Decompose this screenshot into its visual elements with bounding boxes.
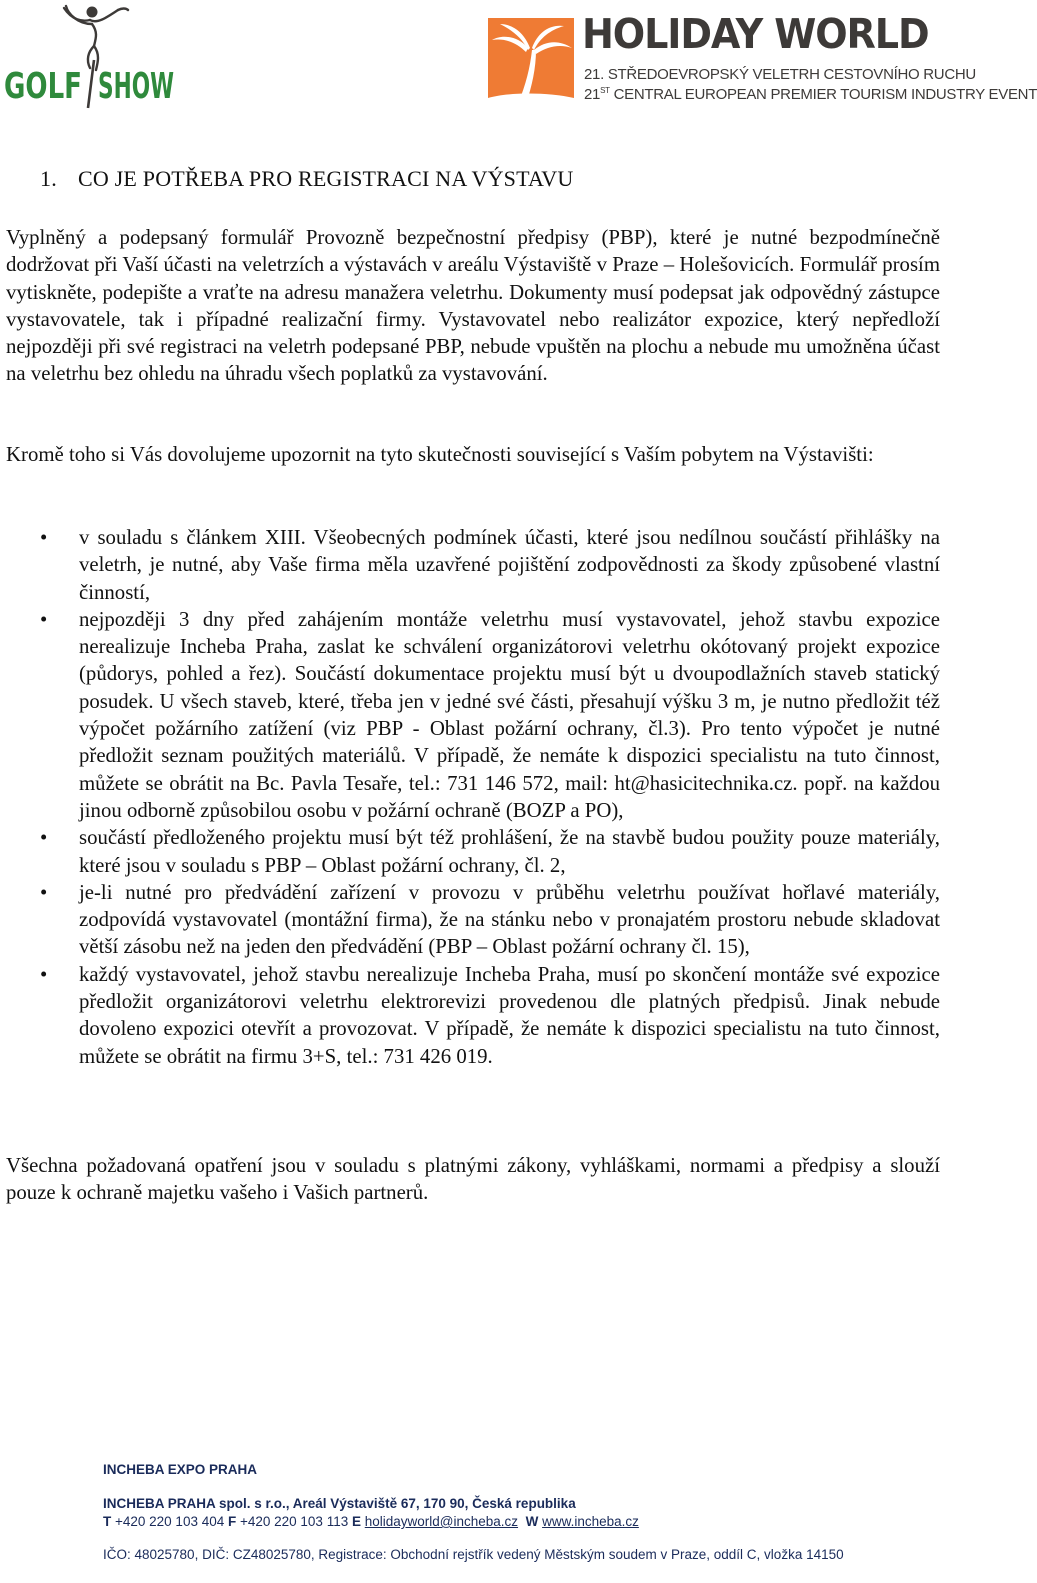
email-link[interactable]: holidayworld@incheba.cz — [364, 1514, 519, 1529]
bullet-icon: • — [40, 826, 48, 850]
registration-paragraph: Vyplněný a podepsaný formulář Provozně bezpečnostní předpisy (PBP), které je nutné bezpodmínečně dodržovat při Vaší účasti na veletrzích a výstavách v areálu Výstaviště v Praze – Holešovicích. Formulář prosím vytiskněte, podepište a vraťte na adresu manažera veletrhu. Dokumenty musí podepsat jak odpovědný zástupce vystavovatele, tak i případné realizační firmy. Vystavovatel nebo realizátor expozice, který nepředloží nejpozději při své registraci na veletrh podepsané PBP, nebude vpuštěn na plochu a nebude mu umožněna účast na veletrhu bez ohledu na úhradu všech poplatků za vystavování. — [6, 226, 940, 386]
golf-show-logo — [2, 2, 178, 112]
holiday-world-logo — [488, 10, 1037, 106]
section-heading — [40, 166, 573, 192]
fax-label: F — [227, 1514, 237, 1529]
list-item: • součástí předloženého projektu musí být též prohlášení, že na stavbě budou použity pouze materiály, které jsou v souladu s PBP – Oblast požární ochrany, čl. 2, — [40, 826, 940, 877]
email-label: E — [351, 1514, 361, 1529]
bullet-icon: • — [40, 526, 48, 549]
footer-registration: IČO: 48025780, DIČ: CZ48025780, Registrace: Obchodní rejstřík vedený Městským soudem v Praze, oddíl C, vložka 14150 — [103, 1547, 844, 1562]
section-number: 1. — [40, 166, 57, 191]
holiday-world-title: HOLIDAY WORLD — [582, 10, 929, 58]
svg-text:SHOW: SHOW — [98, 66, 174, 107]
palm-tree-icon — [488, 18, 574, 104]
notice-paragraph: Kromě toho si Vás dovolujeme upozornit na tyto skutečnosti související s Vaším pobytem na Výstavišti: — [6, 443, 874, 466]
holiday-world-subtitle-cz: 21. STŘEDOEVROPSKÝ VELETRH CESTOVNÍHO RUCHU — [584, 66, 976, 83]
list-item: • nejpozději 3 dny před zahájením montáže veletrhu musí vystavovatel, jehož stavbu expozice nerealizuje Incheba Praha, zaslat ke schválení organizátorovi veletrhu okótovaný projekt expozice (půdorys, pohled a řez). Součástí dokumentace projektu musí být u dvoupodlažních staveb statický posudek. U všech staveb, které, třeba jen v jedné své části, přesahují výšku 3 m, je nutno předložit též výpočet požárního zatížení (viz PBP - Oblast požární ochrany, čl.3). Pro tento výpočet je nutné předložit seznam použitých materiálů. V případě, že nemáte k dispozici specialistu na tuto činnost, můžete se obrátit na Bc. Pavla Tesaře, tel.: 731 146 572, mail: ht@hasicitechnika.cz. popř. na každou jinou odborně způsobilou osobu v požární ochraně (BOZP a PO), — [40, 607, 940, 822]
holiday-world-subtitle-en: 21ST CENTRAL EUROPEAN PREMIER TOURISM INDUSTRY EVENT — [584, 86, 1037, 103]
fax-value: +420 220 103 113 — [236, 1514, 352, 1529]
svg-text:GOLF: GOLF — [4, 66, 82, 107]
bullet-icon: • — [40, 880, 48, 904]
web-link[interactable]: www.incheba.cz — [542, 1514, 639, 1529]
phone-value: +420 220 103 404 — [111, 1514, 228, 1529]
list-item: • v souladu s článkem XIII. Všeobecných podmínek účasti, které jsou nedílnou součástí přihlášky na veletrh, je nutné, aby Vaše firma měla uzavřené pojištění zodpovědnosti za škody způsobené vlastní činností, — [40, 526, 940, 604]
closing-paragraph: Všechna požadovaná opatření jsou v souladu s platnými zákony, vyhláškami, normami a předpisy a slouží pouze k ochraně majetku vašeho i Vašich partnerů. — [6, 1154, 940, 1205]
web-label: W — [525, 1514, 539, 1529]
footer-address: INCHEBA PRAHA spol. s r.o., Areál Výstaviště 67, 170 90, Česká republika — [103, 1496, 576, 1511]
requirements-list — [6, 524, 940, 1070]
bullet-icon: • — [40, 607, 48, 631]
footer-contacts — [103, 1514, 639, 1529]
golfer-swing-icon — [2, 2, 178, 112]
list-item: • každý vystavovatel, jehož stavbu nerealizuje Incheba Praha, musí po skončení montáže své expozice předložit organizátorovi veletrhu elektrorevizi provedenou dle platných předpisů. Jinak nebude dovoleno expozici otevřít a provozovat. V případě, že nemáte k dispozici specialistu na tuto činnost, můžete se obrátit na firmu 3+S, tel.: 731 426 019. — [40, 962, 940, 1068]
list-item: • je-li nutné pro předvádění zařízení v provozu v průběhu veletrhu používat hořlavé materiály, zodpovídá vystavovatel (montážní firma), že na stánku nebo v pronajatém prostoru nebude skladovat větší zásobu než na jeden den předvádění (PBP – Oblast požární ochrany čl. 15), — [40, 880, 940, 959]
section-title: CO JE POTŘEBA PRO REGISTRACI NA VÝSTAVU — [78, 166, 574, 191]
bullet-icon: • — [40, 962, 48, 986]
phone-label: T — [103, 1514, 112, 1529]
footer-org: INCHEBA EXPO PRAHA — [103, 1462, 258, 1477]
